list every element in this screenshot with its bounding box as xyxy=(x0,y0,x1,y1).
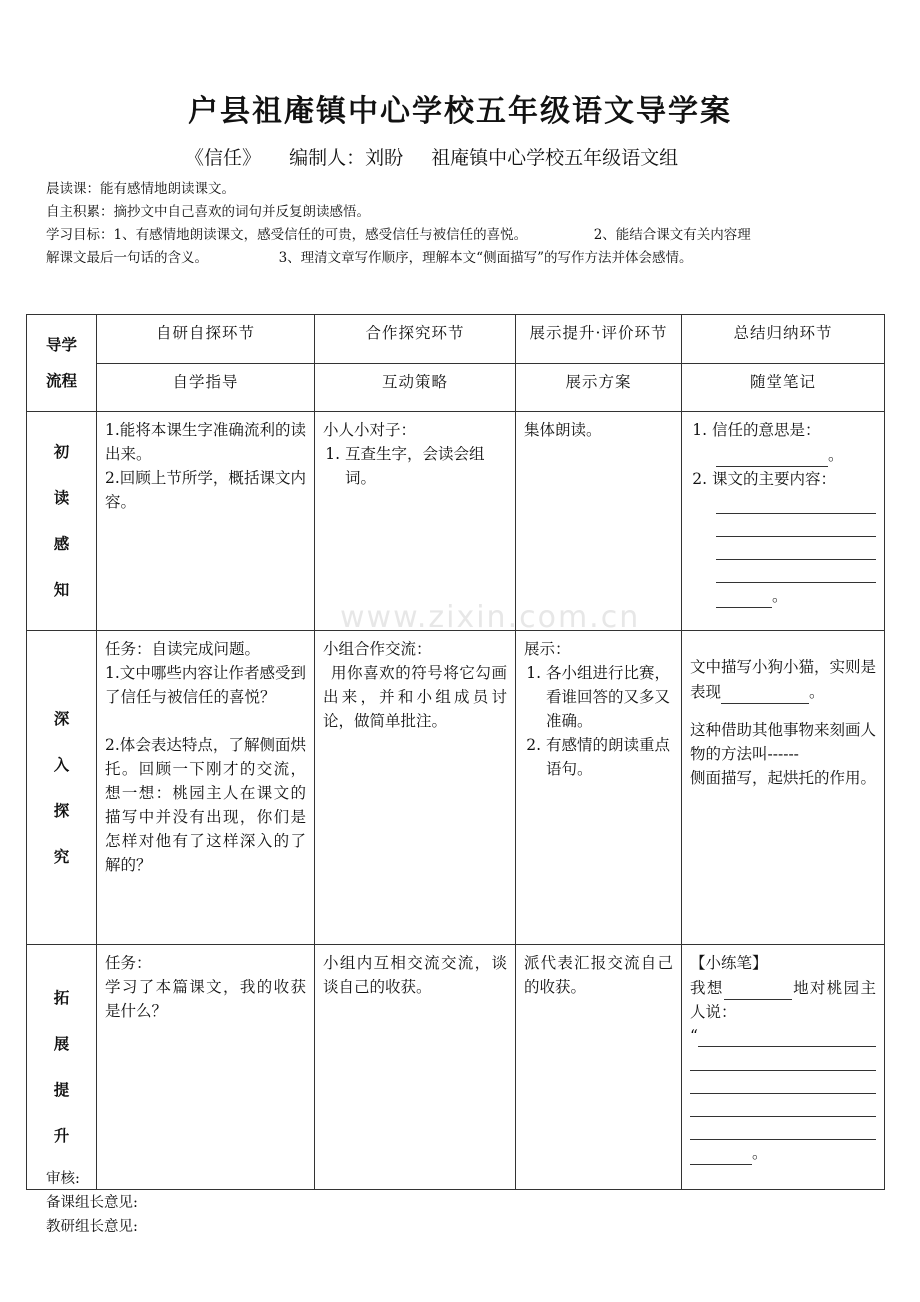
col-header-present: 展示提升·评价环节 xyxy=(516,315,682,364)
answer-line[interactable] xyxy=(716,491,876,514)
present-cell: 集体朗读。 xyxy=(516,412,682,631)
answer-blank[interactable] xyxy=(716,583,772,608)
review-label: 审核: xyxy=(46,1171,80,1187)
present-cell: 派代表汇报交流自己的收获。 xyxy=(516,945,682,1190)
self-accumulation: 自主积累：摘抄文中自己喜欢的词句并反复朗读感悟。 xyxy=(46,204,370,220)
stage-label: 初 读 感 知 xyxy=(27,412,97,631)
goal-1: 学习目标：1、有感情地朗读课文，感受信任的可贵，感受信任与被信任的喜悦。 xyxy=(46,227,528,243)
study-plan-table xyxy=(26,314,885,1190)
author: 编制人：刘盼 xyxy=(289,147,404,169)
approval-section xyxy=(46,1167,138,1239)
page-title: 户县祖庵镇中心学校五年级语文导学案 xyxy=(188,94,732,129)
answer-line[interactable] xyxy=(690,1048,876,1071)
stage-label: 深 入 探 究 xyxy=(27,631,97,945)
goal-2-cont: 解课文最后一句话的含义。 xyxy=(46,250,208,266)
leader-opinion-label: 备课组长意见: xyxy=(46,1195,138,1211)
answer-line[interactable] xyxy=(698,1024,876,1047)
goal-3: 3、理清文章写作顺序，理解本文“侧面描写”的写作方法并体会感情。 xyxy=(278,250,693,266)
flow-label: 导学 流程 xyxy=(27,315,97,412)
answer-line[interactable] xyxy=(690,1094,876,1117)
watermark: www.zixin.com.cn xyxy=(340,600,641,635)
answer-blank[interactable] xyxy=(721,679,809,704)
answer-line[interactable] xyxy=(716,537,876,560)
subheader-guide: 自学指导 xyxy=(97,364,315,412)
answer-line[interactable] xyxy=(690,1071,876,1094)
header-row-sub xyxy=(27,364,885,412)
table-row xyxy=(27,945,885,1190)
notes-cell: 【小练笔】 我想 地对桃园主人说： “ 。 xyxy=(682,945,885,1190)
answer-line[interactable] xyxy=(690,1117,876,1140)
intro-block xyxy=(46,178,880,270)
col-header-cooperate: 合作探究环节 xyxy=(315,315,516,364)
col-header-self-study: 自研自探环节 xyxy=(97,315,315,364)
answer-blank[interactable] xyxy=(724,975,792,1000)
table-row xyxy=(27,412,885,631)
subheader-notes: 随堂笔记 xyxy=(682,364,885,412)
practice-heading: 【小练笔】 xyxy=(690,954,768,972)
note-summary: 课文的主要内容： xyxy=(712,470,837,488)
subheader-strategy: 互动策略 xyxy=(315,364,516,412)
group-name: 祖庵镇中心学校五年级语文组 xyxy=(431,147,679,169)
goal-2: 2、能结合课文有关内容理 xyxy=(593,227,751,243)
table-row xyxy=(27,631,885,945)
present-cell: 展示： 1. 各小组进行比赛，看谁回答的又多又准确。 2. 有感情的朗读重点语句。 xyxy=(516,631,682,945)
subtitle xyxy=(185,143,700,170)
self-study-cell: 1.能将本课生字准确流利的读出来。 2.回顾上节所学，概括课文内容。 xyxy=(97,412,315,631)
strategy-cell: 小组合作交流： 用你喜欢的符号将它勾画出来，并和小组成员讨论，做简单批注。 xyxy=(315,631,516,945)
lesson-name: 《信任》 xyxy=(185,147,262,169)
note-meaning: 信任的意思是： xyxy=(712,421,821,439)
col-header-summary: 总结归纳环节 xyxy=(682,315,885,364)
self-study-cell: 任务： 学习了本篇课文，我的收获是什么？ xyxy=(97,945,315,1190)
notes-cell: 1. 信任的意思是： 。 2. 课文的主要内容： 。 xyxy=(682,412,885,631)
learning-goals xyxy=(46,224,880,247)
notes-cell: 文中描写小狗小猫，实则是表现 。 这种借助其他事物来刻画人物的方法叫------ 侧面描写，起烘托的作用。 xyxy=(682,631,885,945)
subheader-plan: 展示方案 xyxy=(516,364,682,412)
research-opinion-label: 教研组长意见: xyxy=(46,1219,138,1235)
answer-line[interactable] xyxy=(716,560,876,583)
answer-blank[interactable] xyxy=(716,442,828,467)
strategy-cell: 小组内互相交流交流，谈谈自己的收获。 xyxy=(315,945,516,1190)
learning-goals-cont xyxy=(46,247,880,270)
stage-label: 拓 展 提 升 xyxy=(27,945,97,1190)
strategy-cell: 小人小对子： 1. 互查生字，会读会组词。 xyxy=(315,412,516,631)
answer-blank[interactable] xyxy=(690,1140,752,1165)
self-study-cell: 任务：自读完成问题。 1.文中哪些内容让作者感受到了信任与被信任的喜悦？ 2.体会表达特点，了解侧面烘托。回顾一下刚才的交流，想一想：桃园主人在课文的描写中并没有出现，你们是怎样对他有了这样深入的了解的？ xyxy=(97,631,315,945)
answer-line[interactable] xyxy=(716,514,876,537)
morning-reading: 晨读课：能有感情地朗读课文。 xyxy=(46,181,235,197)
header-row-top xyxy=(27,315,885,364)
